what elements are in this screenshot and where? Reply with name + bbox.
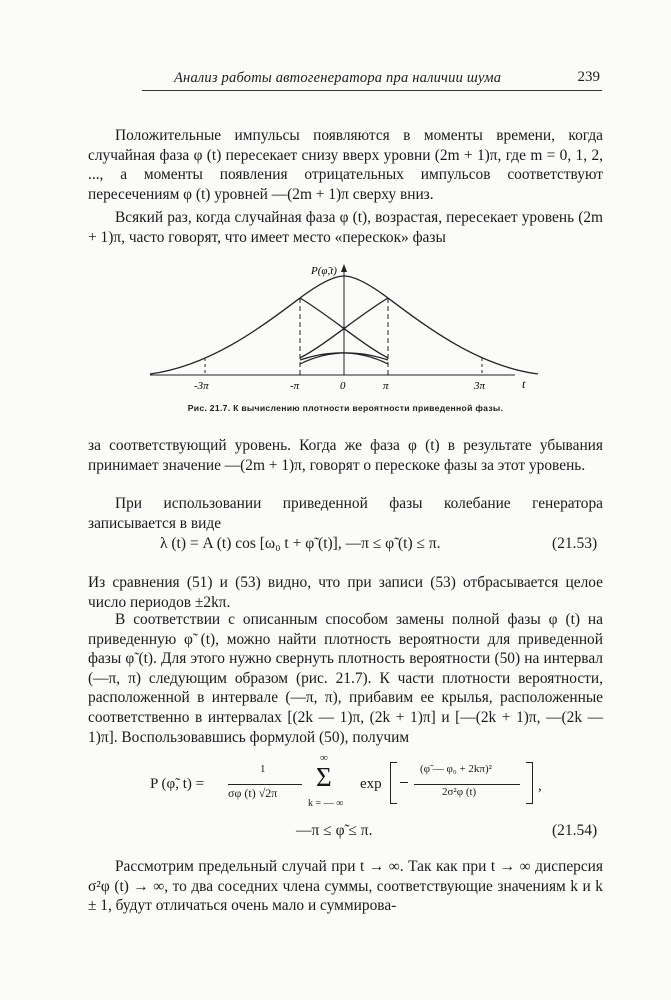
eq54-sum-bottom: k = — ∞ <box>308 798 344 809</box>
tick-zero: 0 <box>340 380 346 392</box>
paragraph-3: за соответствующий уровень. Когда же фаза φ (t) в результате убывания принимает значение —(2m + 1)π, говорят о перескоке фазы за этот уровень. <box>88 437 603 474</box>
tick-minus-pi: -π <box>290 380 300 392</box>
eq54-sum-top: ∞ <box>320 752 328 764</box>
figure-21-7 <box>130 258 550 398</box>
equation-21-54 <box>150 752 550 818</box>
eq54-comma: , <box>538 778 542 794</box>
eq54-bracket-left <box>390 762 397 804</box>
eq54-frac-num: 1 <box>260 763 266 775</box>
tick-3pi: 3π <box>474 380 486 392</box>
tick-pi: π <box>383 380 389 392</box>
y-axis-label: P(φ̃,t) <box>311 265 337 277</box>
running-title: Анализ работы автогенератора пра наличии шума <box>174 70 502 86</box>
figure-caption: Рис. 21.7. К вычислению плотности вероятности приведенной фазы. <box>187 403 504 413</box>
equation-number-21-53: (21.53) <box>552 535 598 552</box>
tick-minus-3pi: -3π <box>194 380 209 392</box>
eq54-lhs: P (φ̃, t) = <box>150 776 205 792</box>
eq54-sum-sign: Σ <box>316 762 332 792</box>
eq54-inner-den: 2σ²φ (t) <box>442 786 477 798</box>
equation-21-53: λ (t) = A (t) cos [ω₀ t + φ̃ (t)], —π ≤ φ̃ (t) ≤ π. <box>160 535 441 552</box>
running-header <box>142 68 602 91</box>
equation-number-21-54: (21.54) <box>552 822 598 839</box>
eq54-frac-den: σφ (t) √2π <box>228 786 278 800</box>
eq54-inner-num: (φ̃ — φ₀ + 2kπ)² <box>420 763 492 775</box>
eq54-inner-bar <box>414 784 520 785</box>
eq54-exp: exp <box>360 776 382 792</box>
paragraph-1: Положительные импульсы появляются в моменты времени, когда случайная фаза φ (t) пересекает снизу вверх уровни (2m + 1)π, где m = 0, 1, 2, ..., а моменты появления отрицательных импульсов соответствуют пересечениям φ (t) уровней —(2m + 1)π сверху вниз. <box>88 127 603 203</box>
eq54-frac-bar <box>228 784 302 785</box>
paragraph-7: Рассмотрим предельный случай при t → ∞. Так как при t → ∞ дисперсия σ²φ (t) → ∞, то два соседних члена суммы, соответствующие значениям k и k ± 1, будут отличаться очень мало и суммирова- <box>88 858 603 915</box>
paragraph-2: Всякий раз, когда случайная фаза φ (t), возрастая, пересекает уровень (2m + 1)π, часто говорят, что имеет место «перескок» фазы <box>88 209 603 246</box>
paragraph-6: В соответствии с описанным способом замены полной фазы φ (t) на приведенную φ̃ (t), можно найти плотность вероятности для приведенной фазы φ̃ (t). Для этого нужно свернуть плотность вероятности (50) на интервал (—π, π) следующим образом (рис. 21.7). К части плотности вероятности, расположенной в интервале (—π, π), прибавим ее крылья, расположенные соответственно в интервалах [(2k — 1)π, (2k + 1)π] и [—(2k + 1)π, —(2k — 1)π]. Воспользовавшись формулой (50), получим <box>88 611 603 746</box>
eq54-bracket-right <box>526 762 533 804</box>
paragraph-5: Из сравнения (51) и (53) видно, что при записи (53) отбрасывается целое число периодов ±2kπ. <box>88 574 603 611</box>
x-axis-label: t <box>522 377 526 391</box>
page-number: 239 <box>577 69 600 85</box>
eq54-condition: —π ≤ φ̃ ≤ π. <box>296 822 373 839</box>
eq54-minus <box>400 782 408 783</box>
y-axis-arrow <box>341 264 347 272</box>
paragraph-4: При использовании приведенной фазы колебание генератора записывается в виде <box>88 495 603 532</box>
